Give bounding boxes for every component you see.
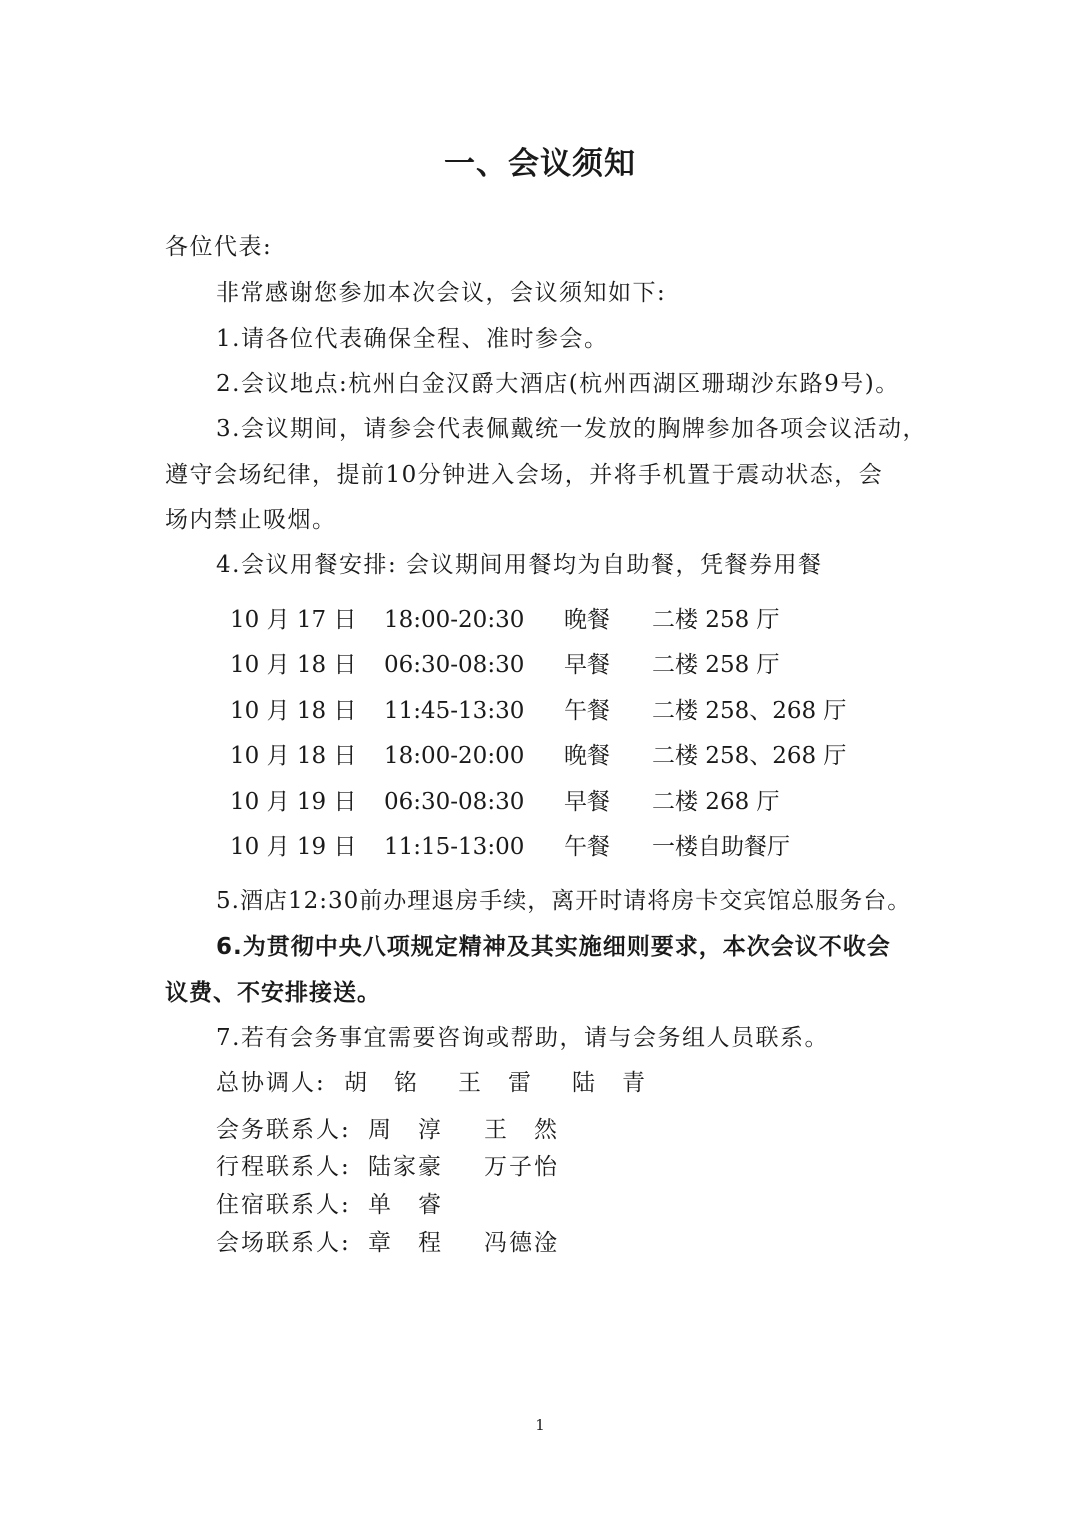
intro-paragraph: 非常感谢您参加本次会议，会议须知如下: [216, 280, 667, 306]
meal-type: 早餐 [564, 789, 610, 815]
contact-name: 单 睿 [368, 1192, 443, 1218]
meal-time: 18:00-20:30 [384, 607, 525, 633]
meal-place: 一楼自助餐厅 [652, 834, 790, 860]
contact-name: 冯德淦 [484, 1230, 559, 1256]
contact-name: 王 雷 [458, 1070, 533, 1096]
meal-time: 06:30-08:30 [384, 652, 525, 678]
contact-label: 行程联系人: [216, 1154, 351, 1180]
notice-item-6-line-2: 议费、不安排接送。 [165, 980, 381, 1006]
meal-place: 二楼 258 厅 [652, 652, 780, 678]
notice-item-3-line-3: 场内禁止吸烟。 [165, 507, 337, 533]
meal-place: 二楼 258、268 厅 [652, 743, 847, 769]
meal-date: 10 月 19 日 [230, 834, 357, 860]
contact-label: 会场联系人: [216, 1230, 351, 1256]
meal-date: 10 月 17 日 [230, 607, 357, 633]
greeting: 各位代表: [165, 234, 273, 260]
contact-name: 陆 青 [572, 1070, 647, 1096]
contact-name: 陆家豪 [368, 1154, 443, 1180]
notice-item-2: 2.会议地点:杭州白金汉爵大酒店(杭州西湖区珊瑚沙东路9号)。 [216, 371, 900, 397]
contact-name: 胡 铭 [344, 1070, 419, 1096]
meal-row [0, 605, 1080, 635]
notice-item-5: 5.酒店12:30前办理退房手续，离开时请将房卡交宾馆总服务台。 [216, 888, 912, 914]
contact-name: 周 淳 [368, 1117, 443, 1143]
meal-type: 午餐 [564, 698, 610, 724]
contact-name: 王 然 [484, 1117, 559, 1143]
contact-name: 万子怡 [484, 1154, 559, 1180]
meal-place: 二楼 258、268 厅 [652, 698, 847, 724]
meal-date: 10 月 18 日 [230, 652, 357, 678]
meal-time: 06:30-08:30 [384, 789, 525, 815]
meal-row [0, 741, 1080, 771]
meal-time: 18:00-20:00 [384, 743, 525, 769]
notice-item-1: 1.请各位代表确保全程、准时参会。 [216, 326, 609, 352]
meal-place: 二楼 268 厅 [652, 789, 780, 815]
meal-date: 10 月 18 日 [230, 743, 357, 769]
notice-item-7: 7.若有会务事宜需要咨询或帮助，请与会务组人员联系。 [216, 1025, 829, 1051]
meal-row [0, 787, 1080, 817]
meal-time: 11:15-13:00 [384, 834, 525, 860]
meal-date: 10 月 18 日 [230, 698, 357, 724]
meal-row [0, 650, 1080, 680]
contact-label: 总协调人: [216, 1070, 326, 1096]
meal-row [0, 832, 1080, 862]
contact-name: 章 程 [368, 1230, 443, 1256]
meal-type: 午餐 [564, 834, 610, 860]
notice-item-3-line-1: 3.会议期间，请参会代表佩戴统一发放的胸牌参加各项会议活动， [216, 416, 927, 442]
contact-label: 会务联系人: [216, 1117, 351, 1143]
notice-item-6-line-1: 6.为贯彻中央八项规定精神及其实施细则要求，本次会议不收会 [216, 934, 891, 960]
notice-item-3-line-2: 遵守会场纪律，提前10分钟进入会场，并将手机置于震动状态，会 [165, 462, 884, 488]
meal-type: 晚餐 [564, 743, 610, 769]
meal-time: 11:45-13:30 [384, 698, 525, 724]
meal-date: 10 月 19 日 [230, 789, 357, 815]
contact-label: 住宿联系人: [216, 1192, 351, 1218]
page-title: 一、会议须知 [444, 146, 636, 182]
meal-type: 早餐 [564, 652, 610, 678]
notice-item-4: 4.会议用餐安排: 会议期间用餐均为自助餐，凭餐券用餐 [216, 552, 823, 578]
page-number: 1 [535, 1416, 545, 1434]
meal-row [0, 696, 1080, 726]
meal-type: 晚餐 [564, 607, 610, 633]
meal-place: 二楼 258 厅 [652, 607, 780, 633]
